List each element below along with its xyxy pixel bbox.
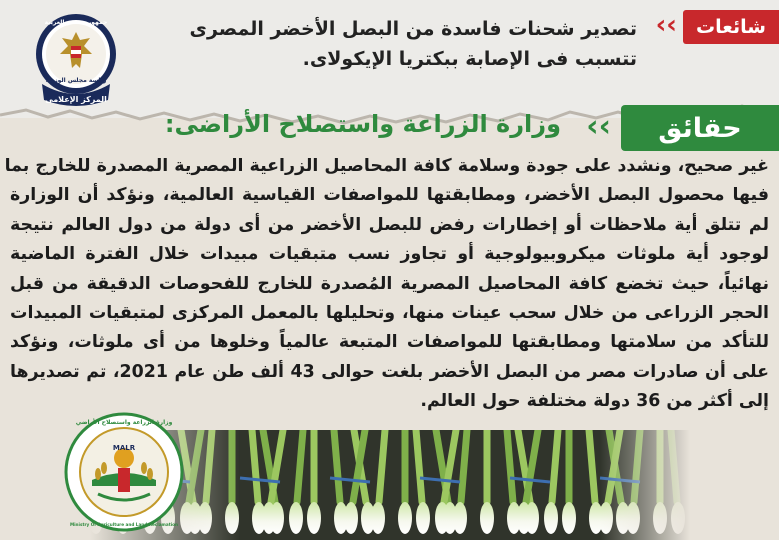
- fact-line: على أن صادرات مصر من البصل الأخضر بلغت حوالى 43 ألف طن عام 2021، تم تصديرها: [10, 361, 769, 382]
- double-chevron-icon: ‹ ‹: [655, 10, 677, 40]
- fact-line: فيها محصول البصل الأخضر، ومطابقتها للمواصفات القياسية العالمية، ونؤكد أن الوزارة: [10, 185, 769, 206]
- rumor-tag: شائعات: [683, 10, 779, 44]
- fact-line: الحجر الزراعى من خلال سحب عينات منها، وتحليلها بالمعمل المركزى لمتبقيات المبيدات: [10, 303, 769, 324]
- fact-line: لوجود أية ملوثات ميكروبيولوجية أو تجاوز نسب متبقيات مبيدات خلال الفترة الماضية: [10, 244, 769, 265]
- svg-text:المركز الإعلامى: المركز الإعلامى: [45, 95, 107, 104]
- media-center-seal: [34, 12, 118, 112]
- fact-heading: وزارة الزراعة واستصلاح الأراضى:: [164, 110, 561, 138]
- fact-line: لم تتلق أية ملاحظات أو إخطارات رفض للبصل الأخضر من أى دولة من دول العالم نتيجة: [10, 214, 769, 235]
- svg-text:جمهورية مصر العربية: جمهورية مصر العربية: [44, 19, 108, 26]
- fact-line: نهائياً، حيث تخضع كافة المحاصيل المصرية المُصدرة للخارج للفحوصات الدقيقة من قبل: [10, 273, 769, 294]
- fact-line: للتأكد من سلامتها ومطابقتها للمواصفات المتبعة عالمياً وخلوها من أى ملوثات، ونؤكد: [10, 332, 769, 353]
- svg-text:Ministry Of Agriculture and La: Ministry Of Agriculture and Land Reclamation: [69, 522, 179, 527]
- double-chevron-icon: ‹ ‹: [586, 109, 611, 144]
- fact-line: إلى أكثر من 36 دولة مختلفة حول العالم.: [420, 391, 769, 412]
- fact-tag: حقائق: [621, 105, 779, 151]
- svg-text:رئاسة مجلس الوزراء: رئاسة مجلس الوزراء: [45, 77, 107, 84]
- svg-text:MALR: MALR: [112, 444, 136, 452]
- fact-body: [4, 152, 769, 417]
- ministry-of-agriculture-logo: [62, 410, 186, 534]
- fact-line: غير صحيح، ونشدد على جودة وسلامة كافة المحاصيل الزراعية المصرية المصدرة للخارج بما: [4, 156, 769, 176]
- rumor-text: تصدير شحنات فاسدة من البصل الأخضر المصرى تتسبب فى الإصابة ببكتريا الإيكولاى.: [189, 18, 637, 70]
- svg-text:وزارة الزراعة واستصلاح الأراضي: وزارة الزراعة واستصلاح الأراضي: [75, 419, 173, 426]
